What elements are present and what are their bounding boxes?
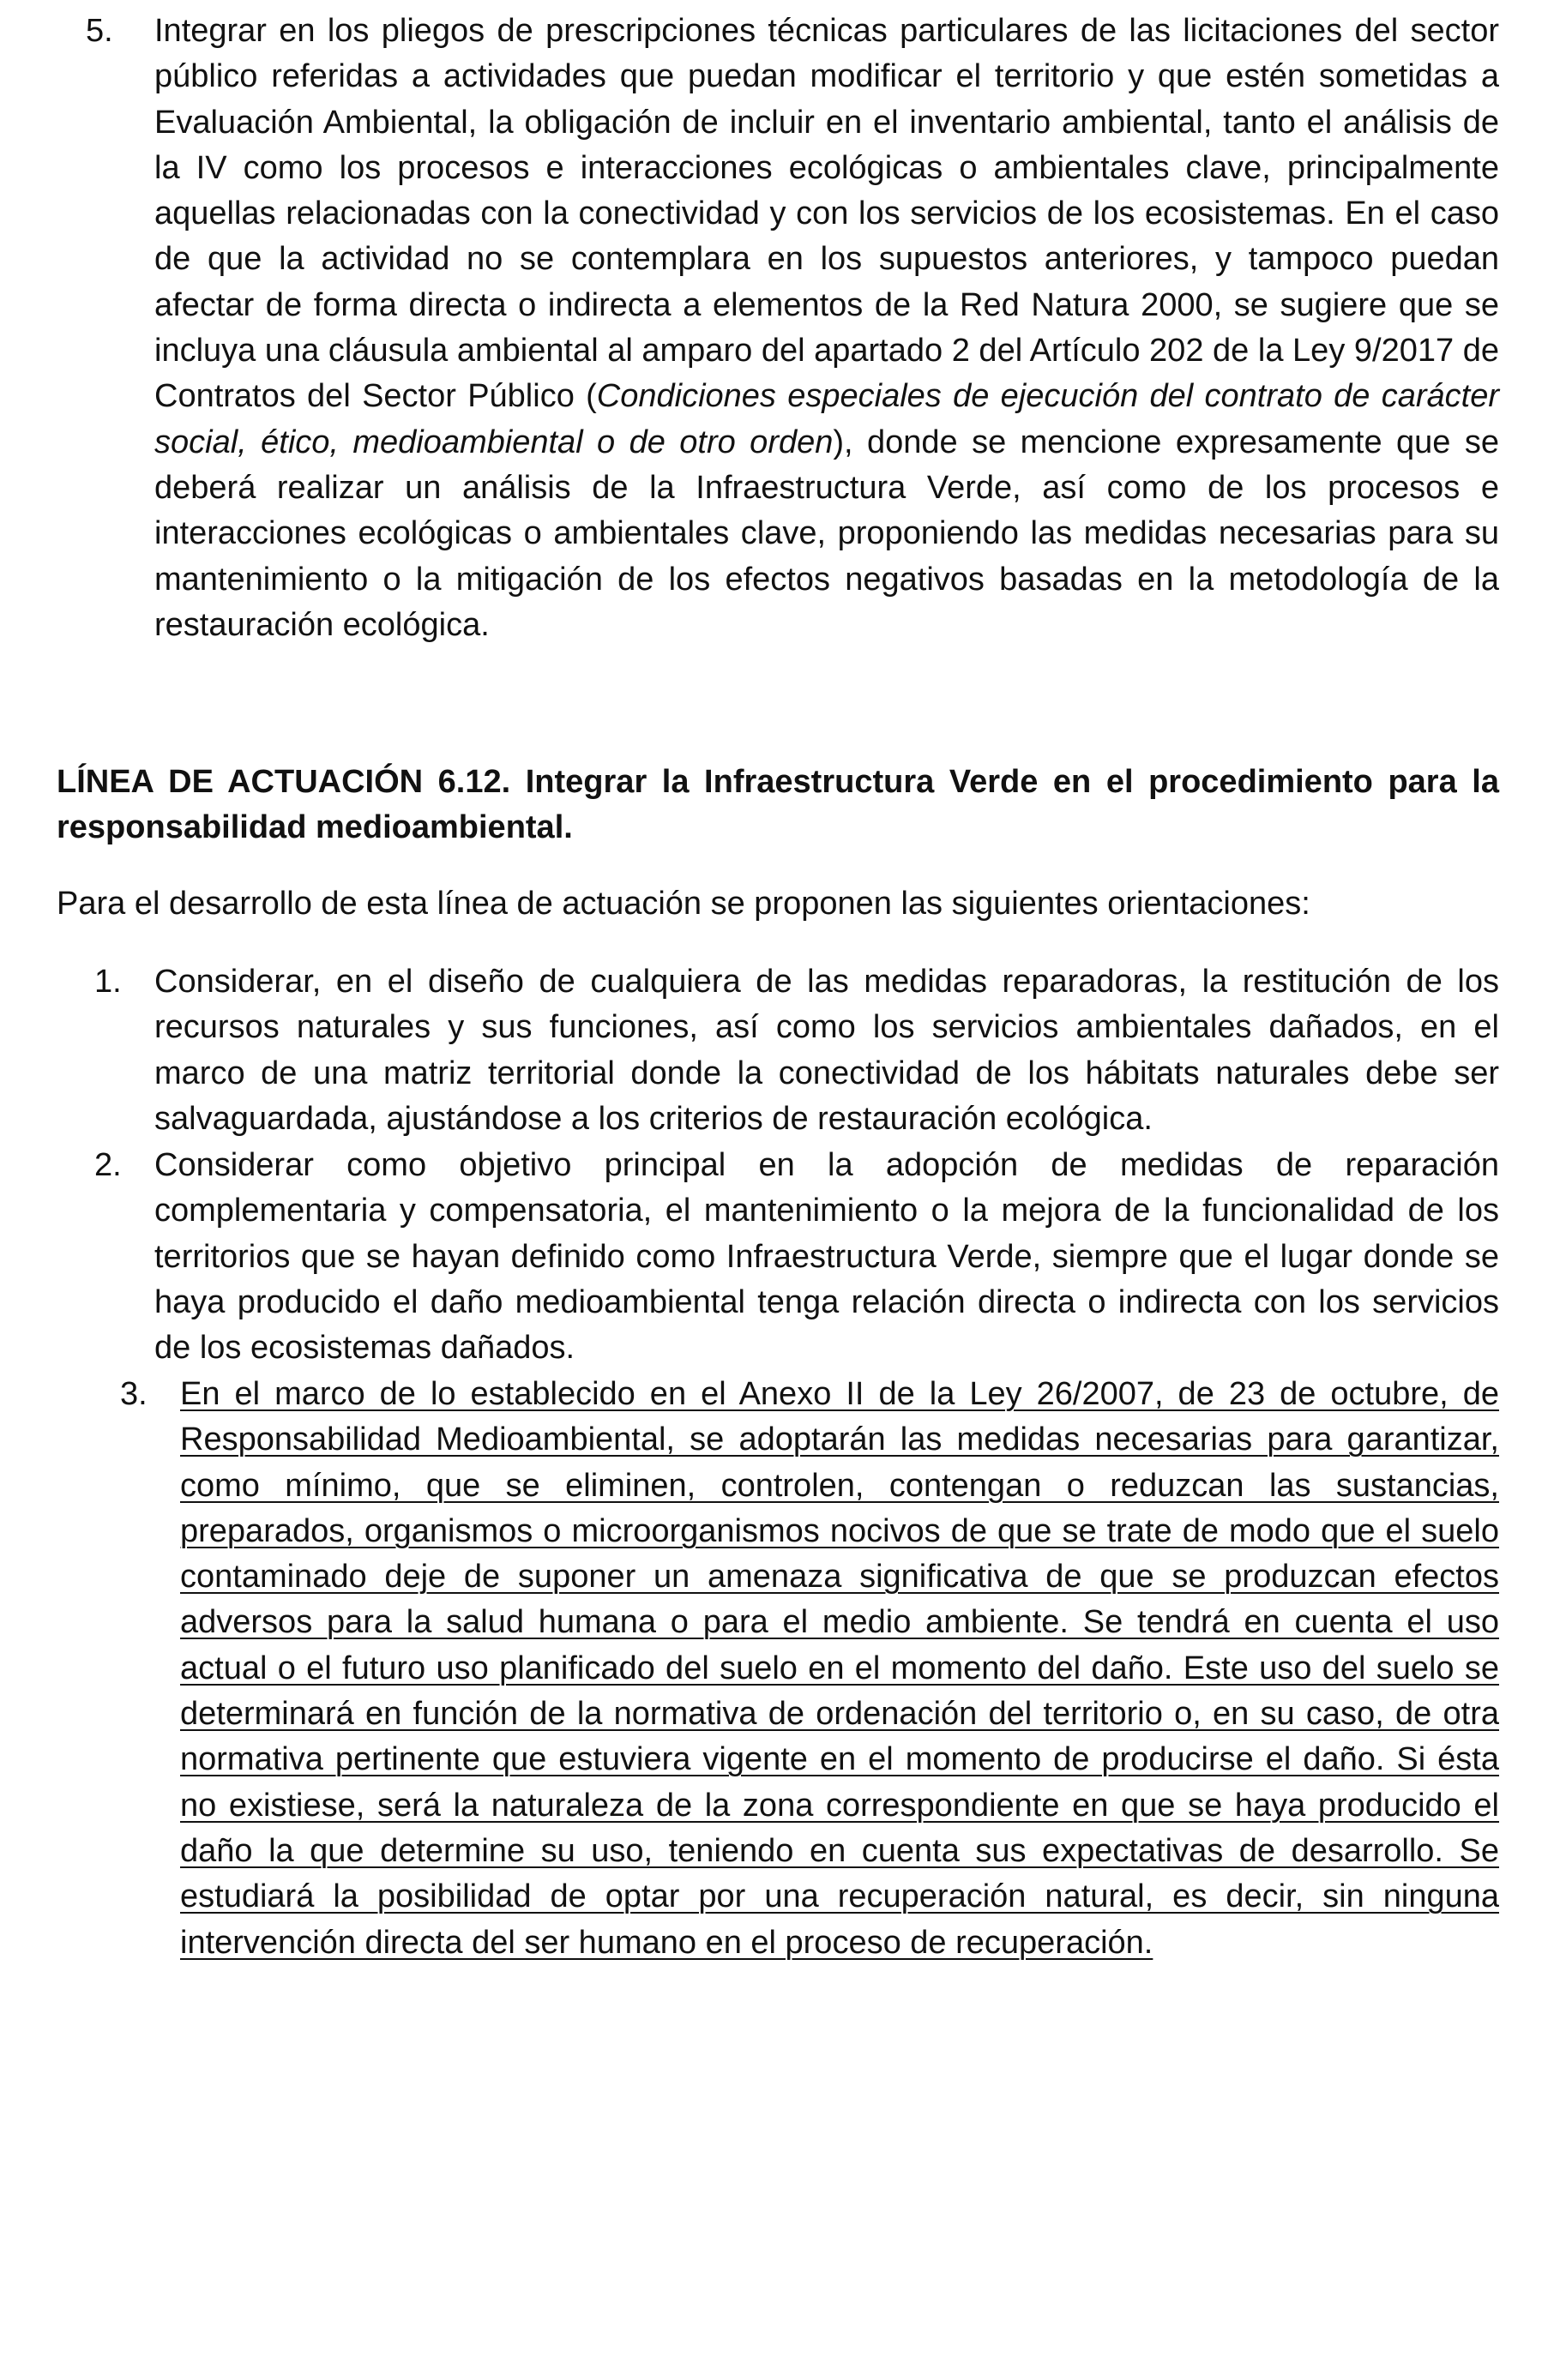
list-item-2 [57, 1143, 1499, 1371]
list-item-number: 1. [94, 964, 122, 1000]
list-item-3 [57, 1372, 1499, 1966]
list-item-text: Considerar como objetivo principal en la adopción de medidas de reparación complementaria y compensatoria, el mantenimiento o la mejora de la funcionalidad de los territorios que se hayan definido como Infraestructura Verde, siempre que el lugar donde se haya producido el daño medioambiental tenga relación directa o indirecta con los servicios de los ecosistemas dañados. [154, 1147, 1499, 1367]
section-intro: Para el desarrollo de esta línea de actuación se proponen las siguientes orientaciones: [57, 886, 1310, 922]
list-item-text [154, 9, 1499, 648]
item-text-part: Integrar en los pliegos de prescripciones técnicas particulares de las licitaciones del sector público referidas a actividades que puedan modificar el territorio y que estén sometidas a Evaluación Ambiental, la obligación de incluir en el inventario ambiental, tanto el análisis de la IV como los procesos e interacciones ecológicas o ambientales clave, principalmente aquellas relacionadas con la conectividad y con los servicios de los ecosistemas. En el caso de que la actividad no se contemplara en los supuestos anteriores, y tampoco puedan afectar de forma directa o indirecta a elementos de la Red Natura 2000, se sugiere que se incluya una cláusula ambiental al amparo del apartado 2 del Artículo 202 de la Ley 9/2017 de Contratos del Sector Público ( [154, 13, 1499, 415]
list-item-number: 2. [94, 1147, 122, 1183]
underlined-text: En el marco de lo establecido en el Anexo II de la Ley 26/2007, de 23 de octubre, de Responsabilidad Medioambiental, se adoptarán las medidas necesarias para garantizar, como mínimo, que se eliminen, controlen, contengan o reduzcan las sustancias, preparados, organismos o microorganismos nocivos de que se trate de modo que el suelo contaminado deje de suponer un amenaza significativa de que se produzcan efectos adversos para la salud humana o para el medio ambiente. Se tendrá en cuenta el uso actual o el futuro uso planificado del suelo en el momento del daño. Este uso del suelo se determinará en función de la normativa de ordenación del territorio o, en su caso, de otra normativa pertinente que estuviera vigente en el momento de producirse el daño. Si ésta no existiese, será la naturaleza de la zona correspondiente en que se haya producido el daño la que determine su uso, teniendo en cuenta sus expectativas de desarrollo. Se estudiará la posibilidad de optar por una recuperación natural, es decir, sin ninguna intervención directa del ser humano en el proceso de recuperación. [180, 1376, 1499, 1961]
italic-clause-title: Condiciones especiales de ejecución del contrato de carácter social, ético, medioambiental o de otro orden [154, 378, 1499, 460]
list-item-text-underlined [180, 1372, 1499, 1966]
list-item-5 [57, 9, 1499, 648]
section-heading: LÍNEA DE ACTUACIÓN 6.12. Integrar la Infraestructura Verde en el procedimiento para la responsabilidad medioambiental. [57, 764, 1499, 846]
list-item-1 [57, 959, 1499, 1142]
list-item-number: 3. [120, 1376, 148, 1412]
list-item-text: Considerar, en el diseño de cualquiera de las medidas reparadoras, la restitución de los recursos naturales y sus funciones, así como los servicios ambientales dañados, en el marco de una matriz territorial donde la conectividad de los hábitats naturales debe ser salvaguardada, ajustándose a los criterios de restauración ecológica. [154, 964, 1499, 1137]
list-item-number: 5. [86, 13, 113, 49]
item-text-part: ), donde se mencione expresamente que se deberá realizar un análisis de la Infraestructura Verde, así como de los procesos e interacciones ecológicas o ambientales clave, proponiendo las medidas necesarias para su mantenimiento o la mitigación de los efectos negativos basadas en la metodología de la restauración ecológica. [154, 424, 1499, 643]
